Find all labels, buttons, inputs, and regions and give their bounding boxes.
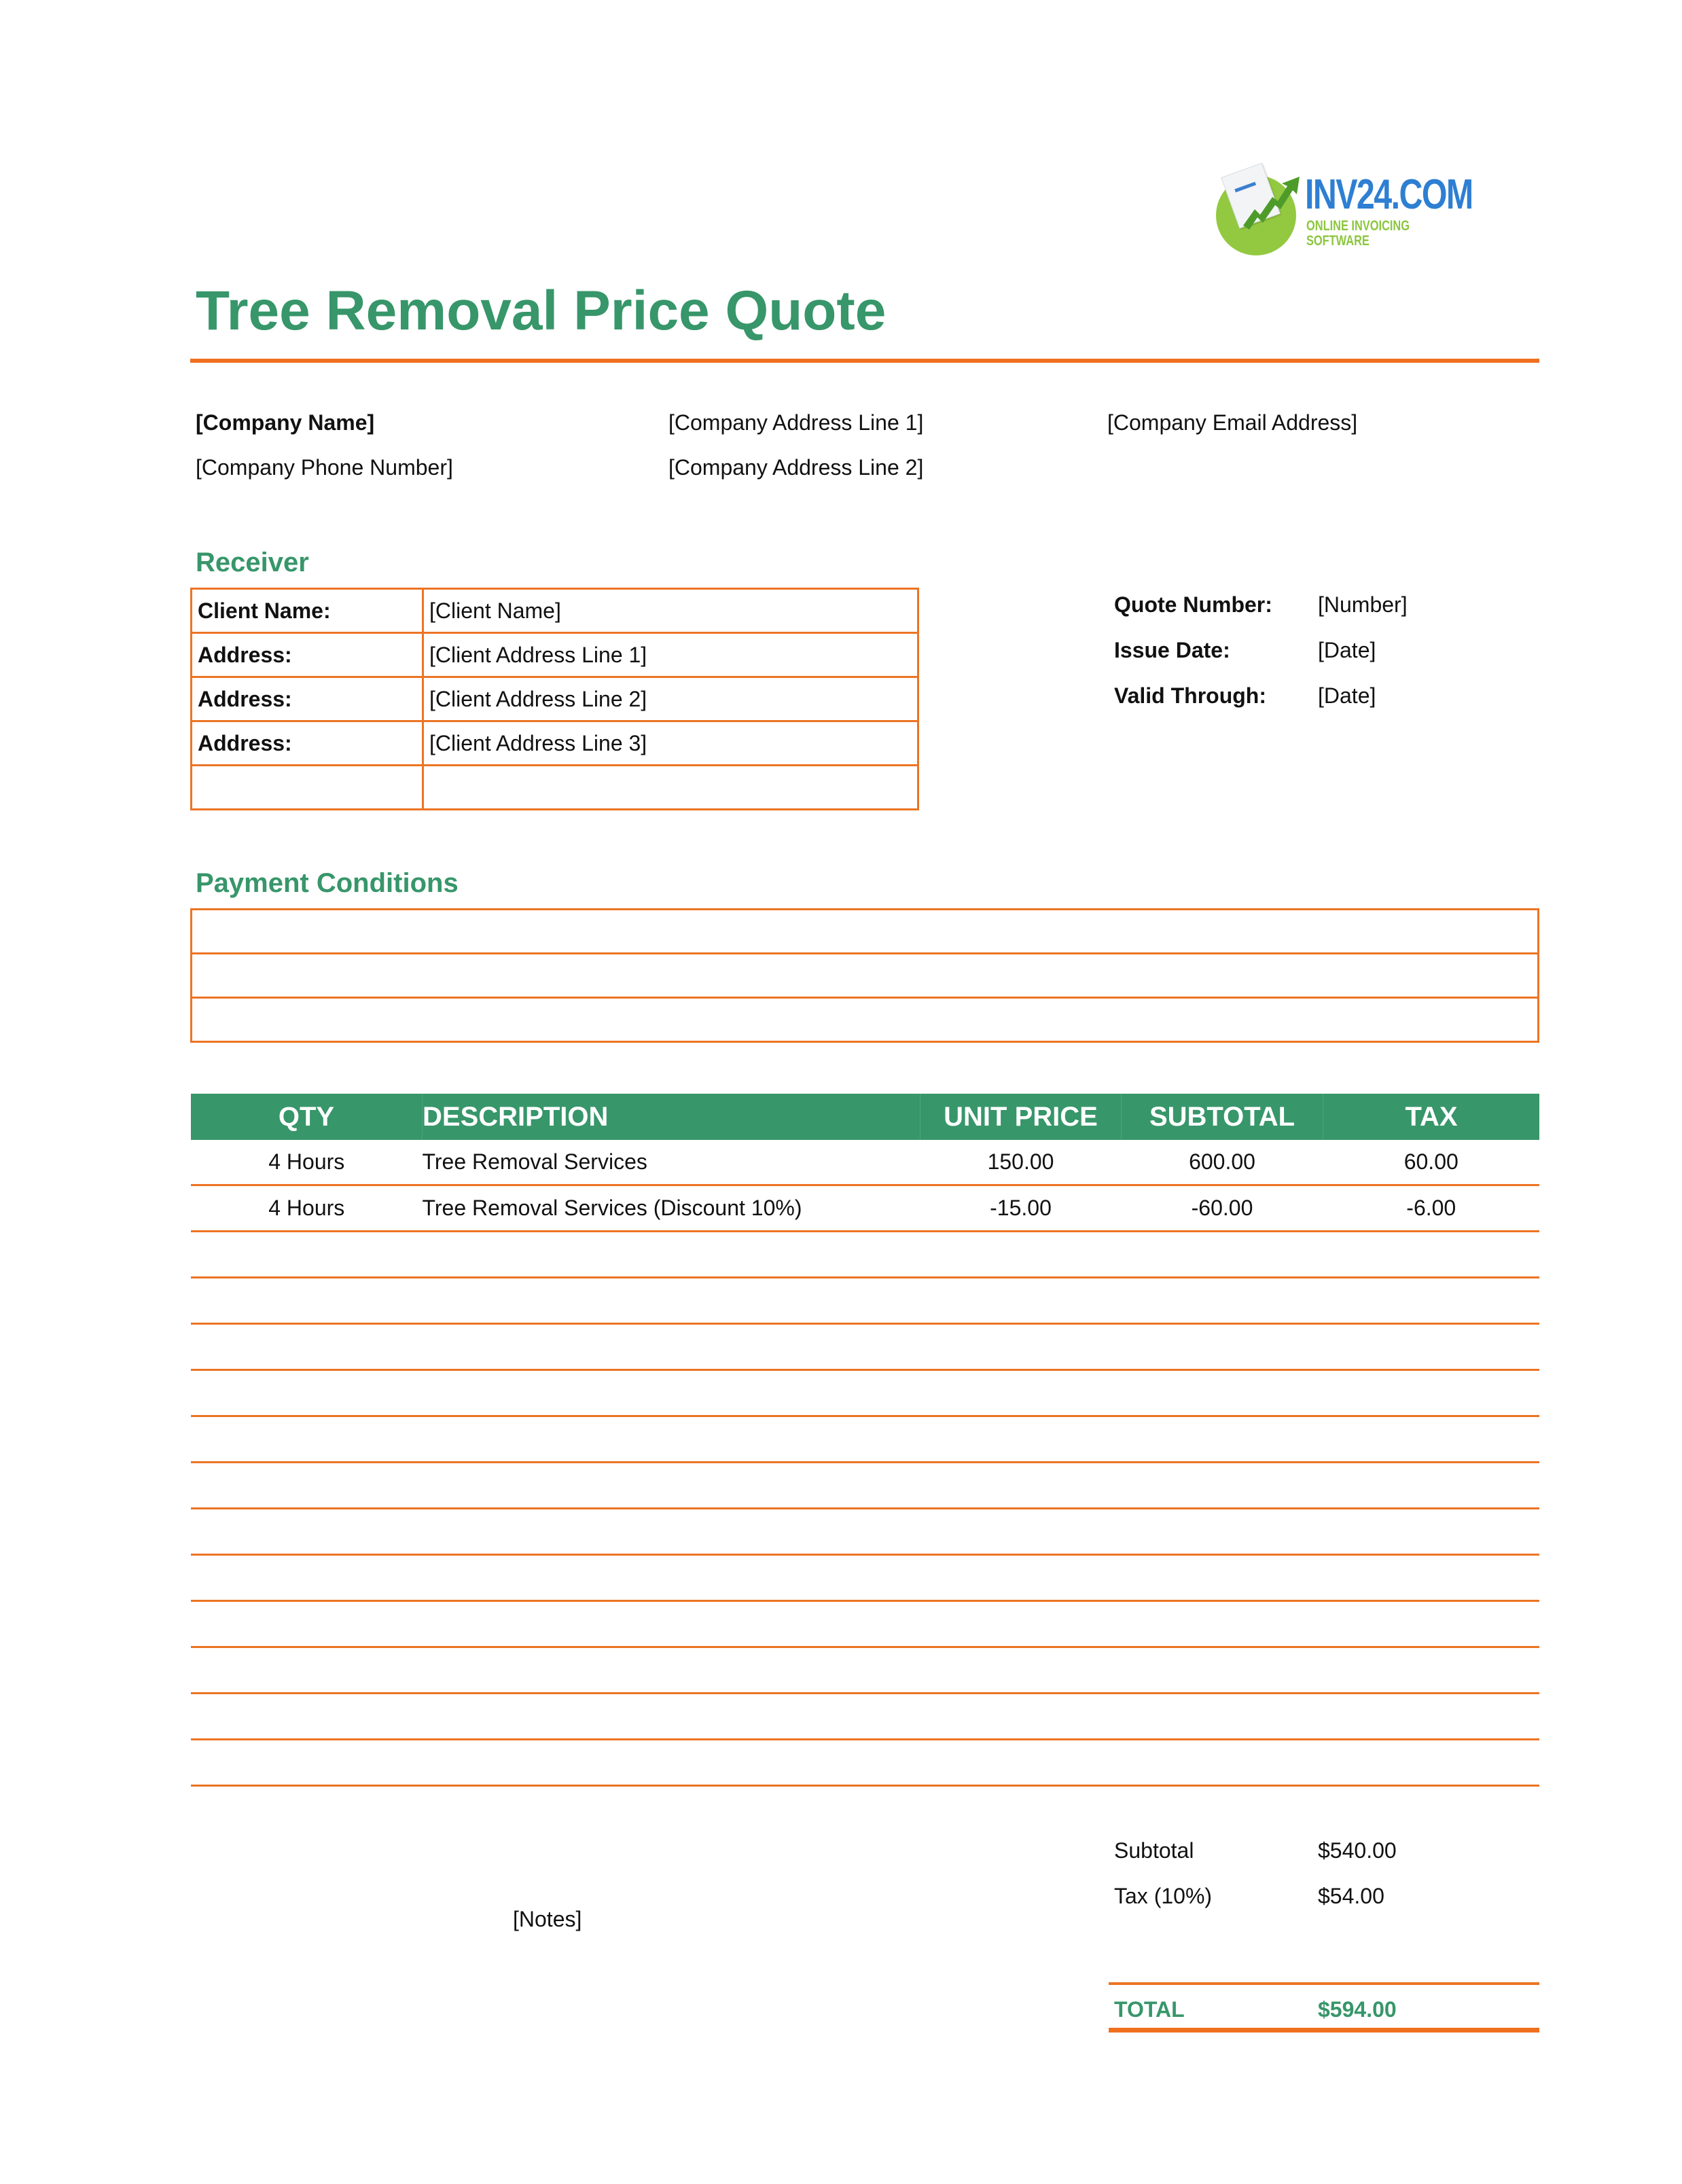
item-subtotal[interactable] [1122, 1324, 1323, 1370]
growth-arrow-icon [1240, 177, 1301, 231]
table-row [191, 1278, 1539, 1324]
item-tax[interactable] [1323, 1370, 1540, 1416]
col-header-tax: TAX [1323, 1094, 1540, 1140]
item-unit-price[interactable] [920, 1232, 1122, 1278]
table-row [191, 1370, 1539, 1416]
title-divider [190, 359, 1539, 363]
subtotal-value: $540.00 [1318, 1838, 1397, 1863]
item-description[interactable] [423, 1463, 920, 1509]
item-qty[interactable] [191, 1601, 423, 1647]
valid-through-label: Valid Through: [1114, 683, 1266, 708]
item-qty[interactable] [191, 1694, 423, 1740]
item-unit-price[interactable] [920, 1463, 1122, 1509]
item-qty[interactable] [191, 1647, 423, 1694]
item-qty[interactable] [191, 1278, 423, 1324]
item-description[interactable] [423, 1555, 920, 1601]
item-subtotal[interactable] [1122, 1647, 1323, 1694]
table-row [191, 1185, 1539, 1232]
item-unit-price[interactable] [920, 1601, 1122, 1647]
item-tax[interactable] [1323, 1694, 1540, 1740]
item-description[interactable]: Tree Removal Services [423, 1140, 920, 1185]
item-description[interactable] [423, 1278, 920, 1324]
item-tax[interactable] [1323, 1463, 1540, 1509]
col-header-unit-price: UNIT PRICE [920, 1094, 1122, 1140]
item-qty[interactable] [191, 1324, 423, 1370]
payment-condition-field[interactable] [192, 954, 1539, 998]
payment-condition-field[interactable] [192, 910, 1539, 954]
receiver-row [192, 721, 918, 766]
client-address-line-3-field[interactable]: [Client Address Line 3] [423, 721, 918, 766]
client-address-line-1-field[interactable]: [Client Address Line 1] [423, 633, 918, 677]
item-unit-price[interactable] [920, 1694, 1122, 1740]
total-label: TOTAL [1114, 1997, 1185, 2022]
receiver-label: Address: [192, 633, 423, 677]
receiver-heading: Receiver [196, 548, 309, 577]
receiver-table [190, 588, 919, 810]
payment-condition-field[interactable] [192, 998, 1539, 1042]
quote-number-value[interactable]: [Number] [1318, 592, 1408, 617]
item-unit-price[interactable]: 150.00 [920, 1140, 1122, 1185]
line-items-table [191, 1094, 1539, 1787]
quote-number-label: Quote Number: [1114, 592, 1272, 617]
logo-brand-text: INV24.COM [1305, 171, 1473, 218]
item-subtotal[interactable] [1122, 1416, 1323, 1463]
item-unit-price[interactable] [920, 1278, 1122, 1324]
receiver-row [192, 677, 918, 721]
issue-date-label: Issue Date: [1114, 638, 1230, 662]
item-tax[interactable] [1323, 1740, 1540, 1786]
item-unit-price[interactable] [920, 1370, 1122, 1416]
table-row [191, 1647, 1539, 1694]
table-row [191, 1463, 1539, 1509]
receiver-label: Client Name: [192, 589, 423, 633]
item-description[interactable] [423, 1416, 920, 1463]
item-qty[interactable]: 4 Hours [191, 1140, 423, 1185]
item-qty[interactable] [191, 1555, 423, 1601]
col-header-qty: QTY [191, 1094, 423, 1140]
item-subtotal[interactable]: -60.00 [1122, 1185, 1323, 1232]
col-header-subtotal: SUBTOTAL [1122, 1094, 1323, 1140]
table-row [191, 1324, 1539, 1370]
item-subtotal[interactable] [1122, 1278, 1323, 1324]
company-email: [Company Email Address] [1107, 410, 1358, 435]
item-qty[interactable] [191, 1416, 423, 1463]
receiver-label: Address: [192, 721, 423, 766]
subtotal-label: Subtotal [1114, 1838, 1194, 1863]
page-title: Tree Removal Price Quote [196, 280, 887, 342]
total-divider-bottom [1109, 2028, 1539, 2033]
item-description[interactable] [423, 1740, 920, 1786]
total-value: $594.00 [1318, 1997, 1397, 2022]
total-divider-top [1109, 1982, 1539, 1985]
item-tax[interactable]: -6.00 [1323, 1185, 1540, 1232]
table-row [191, 1509, 1539, 1555]
item-unit-price[interactable] [920, 1647, 1122, 1694]
item-tax[interactable]: 60.00 [1323, 1140, 1540, 1185]
item-unit-price[interactable] [920, 1324, 1122, 1370]
table-row [191, 1416, 1539, 1463]
item-subtotal[interactable] [1122, 1509, 1323, 1555]
item-description[interactable] [423, 1232, 920, 1278]
tax-label: Tax (10%) [1114, 1884, 1213, 1908]
item-tax[interactable] [1323, 1601, 1540, 1647]
table-row [191, 1232, 1539, 1278]
issue-date-value[interactable]: [Date] [1318, 638, 1376, 662]
item-unit-price[interactable] [920, 1509, 1122, 1555]
item-subtotal[interactable]: 600.00 [1122, 1140, 1323, 1185]
table-row [191, 1555, 1539, 1601]
item-tax[interactable] [1323, 1647, 1540, 1694]
table-row [191, 1601, 1539, 1647]
item-qty[interactable] [191, 1740, 423, 1786]
payment-conditions-table [190, 908, 1539, 1043]
receiver-label: Address: [192, 677, 423, 721]
item-description[interactable] [423, 1324, 920, 1370]
logo-tagline: ONLINE INVOICING SOFTWARE [1306, 218, 1410, 249]
receiver-label[interactable] [192, 766, 423, 810]
item-tax[interactable] [1323, 1324, 1540, 1370]
company-address-line-1: [Company Address Line 1] [668, 410, 924, 435]
item-subtotal[interactable] [1122, 1370, 1323, 1416]
client-address-line-2-field[interactable]: [Client Address Line 2] [423, 677, 918, 721]
item-subtotal[interactable] [1122, 1463, 1323, 1509]
items-header-row [191, 1094, 1539, 1140]
client-name-field[interactable]: [Client Name] [423, 589, 918, 633]
notes-field[interactable]: [Notes] [513, 1907, 582, 1931]
item-tax[interactable] [1323, 1232, 1540, 1278]
table-row [191, 1140, 1539, 1185]
company-name: [Company Name] [196, 410, 375, 435]
item-description[interactable] [423, 1370, 920, 1416]
item-description[interactable] [423, 1647, 920, 1694]
receiver-extra-field[interactable] [423, 766, 918, 810]
item-qty[interactable]: 4 Hours [191, 1185, 423, 1232]
item-description[interactable] [423, 1509, 920, 1555]
col-header-description: DESCRIPTION [423, 1094, 920, 1140]
item-description[interactable] [423, 1601, 920, 1647]
item-tax[interactable] [1323, 1509, 1540, 1555]
tax-value: $54.00 [1318, 1884, 1384, 1908]
item-subtotal[interactable] [1122, 1232, 1323, 1278]
item-unit-price[interactable] [920, 1555, 1122, 1601]
receiver-row [192, 589, 918, 633]
item-subtotal[interactable] [1122, 1740, 1323, 1786]
receiver-row [192, 766, 918, 810]
item-description[interactable] [423, 1694, 920, 1740]
item-qty[interactable] [191, 1463, 423, 1509]
table-row [191, 1694, 1539, 1740]
item-unit-price[interactable] [920, 1740, 1122, 1786]
table-row [191, 1740, 1539, 1786]
item-description[interactable]: Tree Removal Services (Discount 10%) [423, 1185, 920, 1232]
item-tax[interactable] [1323, 1278, 1540, 1324]
item-qty[interactable] [191, 1232, 423, 1278]
receiver-row [192, 633, 918, 677]
company-address-line-2: [Company Address Line 2] [668, 455, 924, 480]
valid-through-value[interactable]: [Date] [1318, 683, 1376, 708]
item-qty[interactable] [191, 1370, 423, 1416]
item-tax[interactable] [1323, 1555, 1540, 1601]
company-phone: [Company Phone Number] [196, 455, 453, 480]
item-qty[interactable] [191, 1509, 423, 1555]
item-subtotal[interactable] [1122, 1601, 1323, 1647]
item-unit-price[interactable]: -15.00 [920, 1185, 1122, 1232]
item-tax[interactable] [1323, 1416, 1540, 1463]
inv24-logo [1213, 163, 1498, 248]
item-subtotal[interactable] [1122, 1555, 1323, 1601]
item-unit-price[interactable] [920, 1416, 1122, 1463]
item-subtotal[interactable] [1122, 1694, 1323, 1740]
payment-conditions-heading: Payment Conditions [196, 868, 459, 898]
